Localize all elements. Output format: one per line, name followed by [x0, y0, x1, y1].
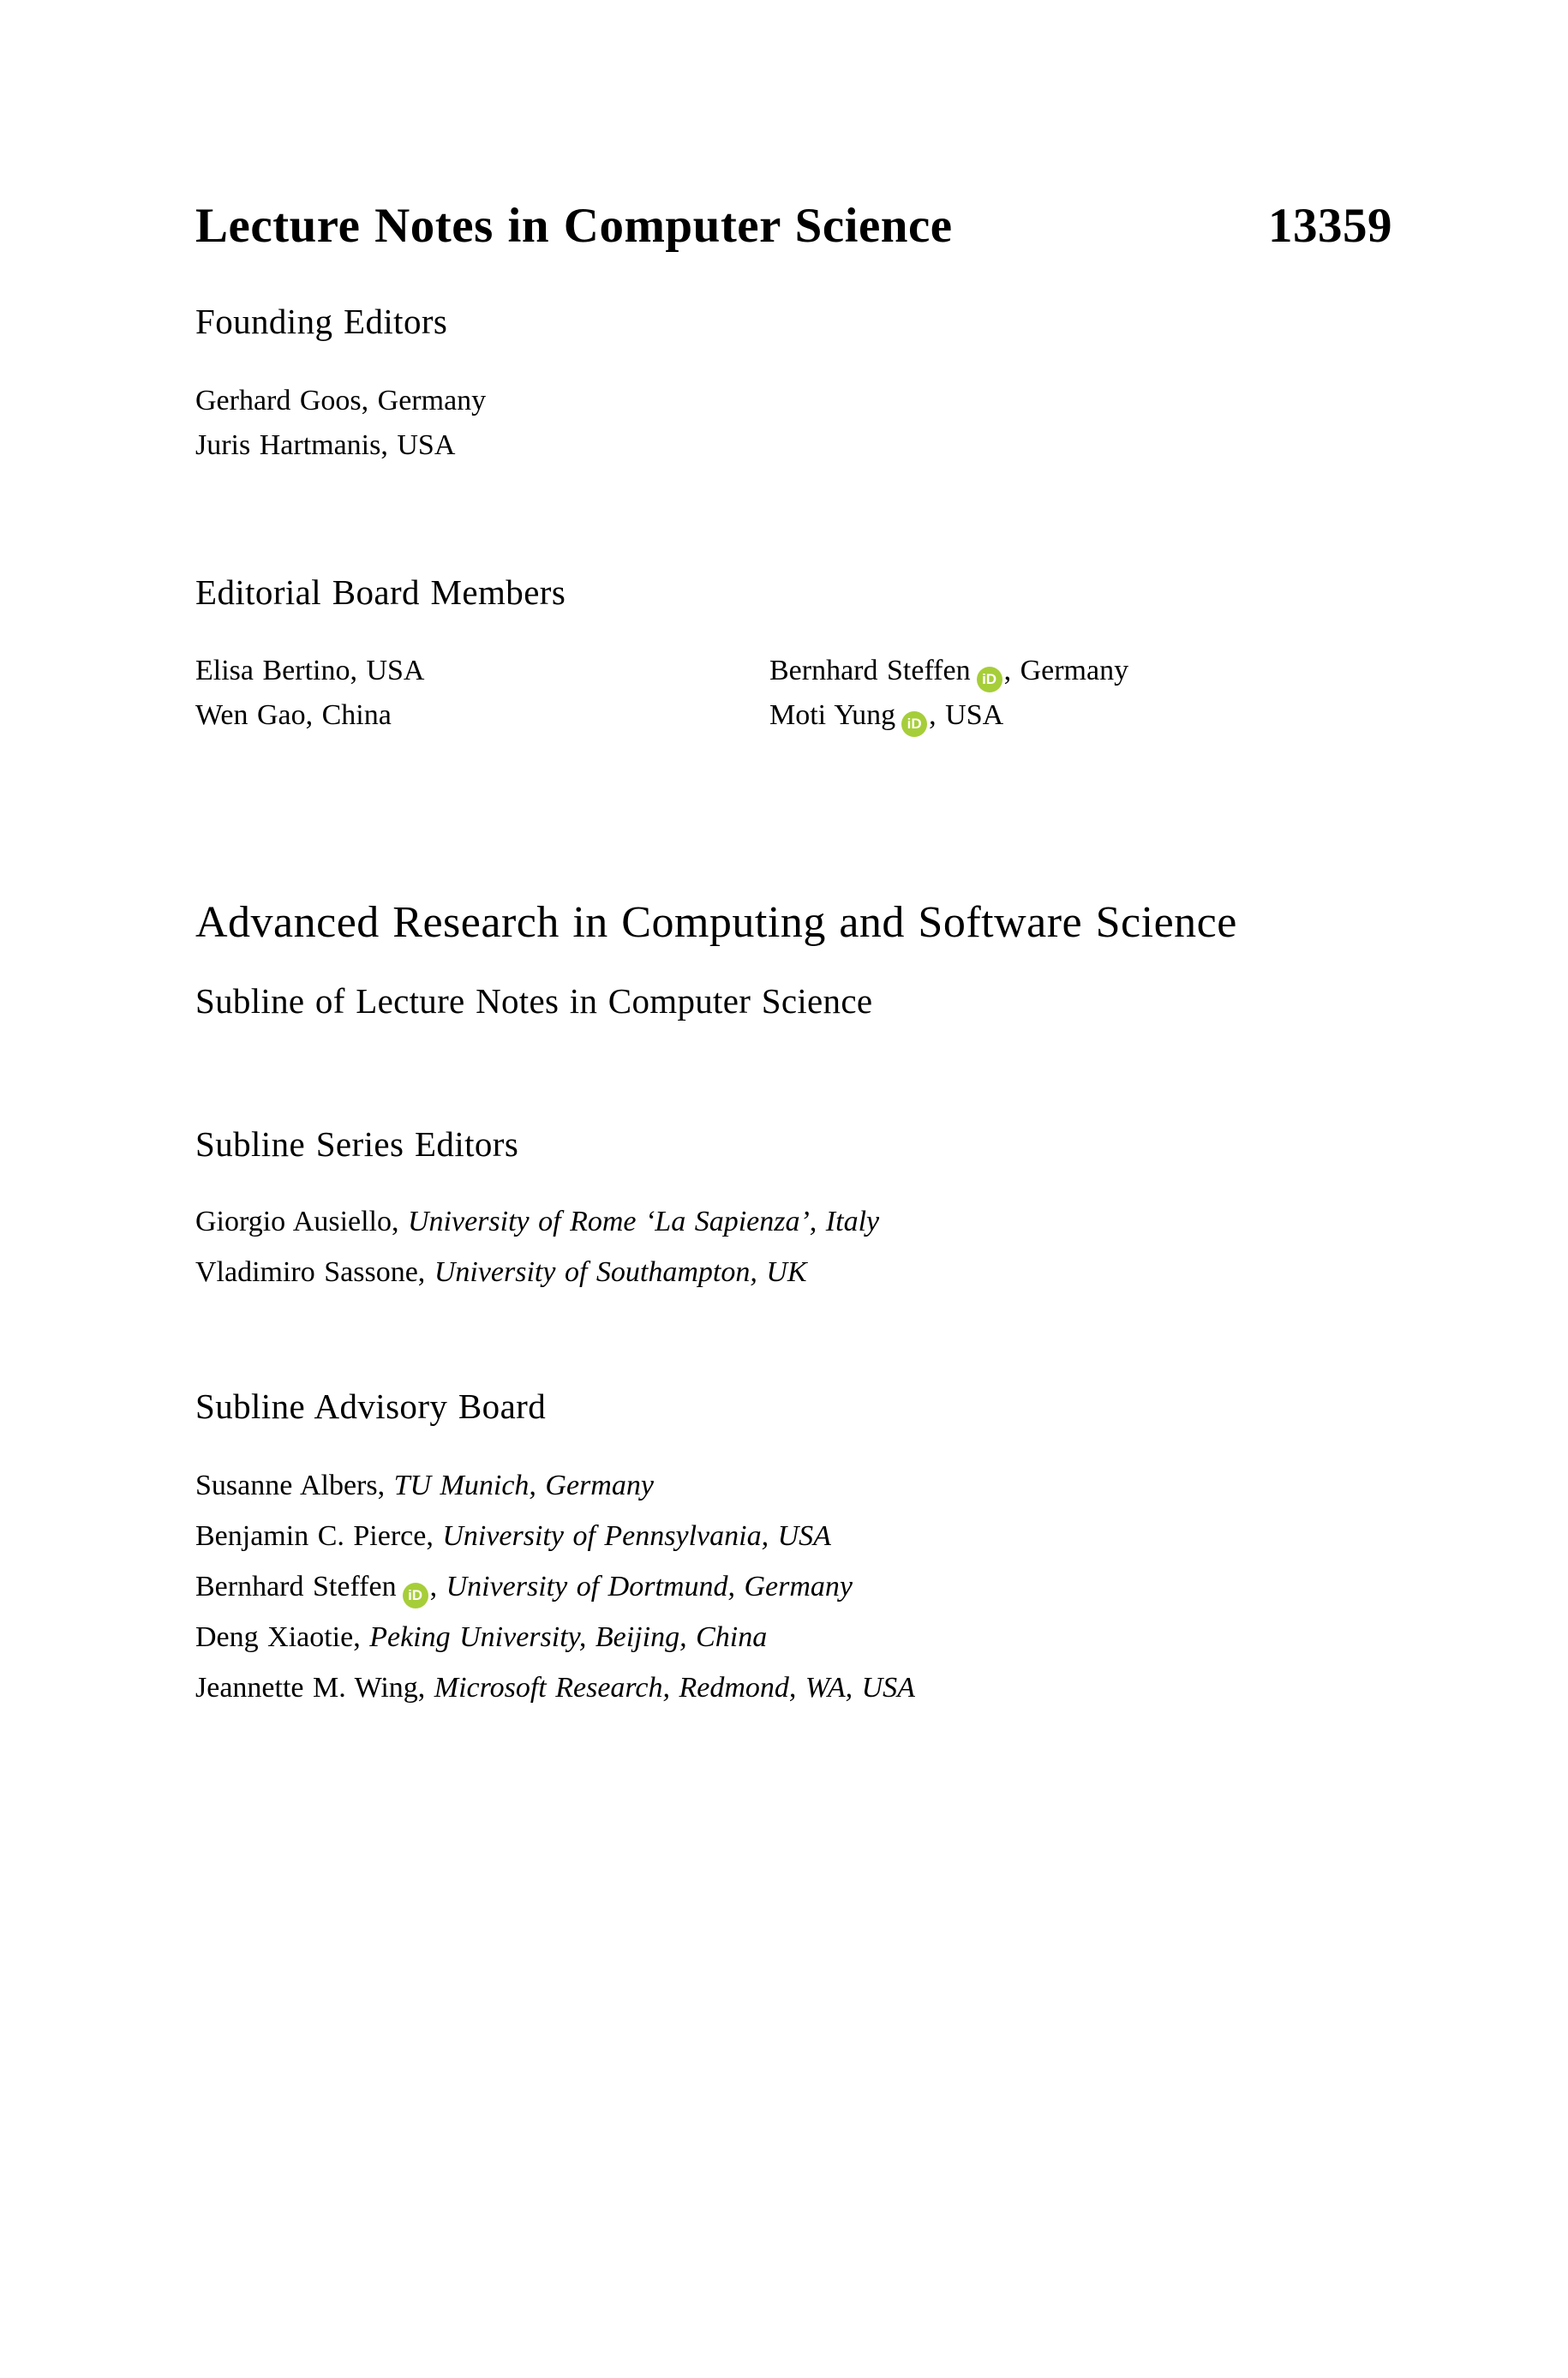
subline-subtitle: Subline of Lecture Notes in Computer Science: [195, 981, 873, 1021]
editor-name: Giorgio Ausiello,: [195, 1206, 399, 1237]
editor-affiliation: University of Dortmund, Germany: [446, 1571, 853, 1602]
founding-editor-entry: Gerhard Goos, Germany: [195, 385, 487, 416]
editor-name: Moti Yung: [769, 699, 896, 731]
editor-country: , USA: [929, 699, 1004, 731]
series-editor-entry: [195, 1196, 879, 1247]
advisory-board-entry: [195, 1460, 915, 1511]
subline-advisory-board-list: [195, 1460, 915, 1713]
editor-name: Benjamin C. Pierce,: [195, 1520, 434, 1552]
orcid-icon: [977, 667, 1002, 692]
editorial-board-entry: Elisa Bertino, USA: [195, 655, 425, 686]
editor-affiliation: University of Rome ‘La Sapienza’, Italy: [408, 1206, 880, 1237]
advisory-board-entry: [195, 1511, 915, 1561]
orcid-icon: [901, 711, 927, 737]
orcid-icon-label: iD: [907, 716, 922, 732]
separator: ,: [429, 1571, 438, 1602]
editor-affiliation: Microsoft Research, Redmond, WA, USA: [434, 1672, 915, 1704]
editorial-board-heading: Editorial Board Members: [195, 572, 566, 612]
editorial-board-entry: [769, 649, 1128, 693]
editor-name: Bernhard Steffen: [769, 655, 971, 686]
subline-series-editors-heading: Subline Series Editors: [195, 1124, 519, 1164]
orcid-icon-label: iD: [982, 671, 997, 687]
subline-title: Advanced Research in Computing and Software Science: [195, 898, 1237, 947]
editor-country: , Germany: [1003, 655, 1129, 686]
orcid-icon-label: iD: [408, 1587, 423, 1603]
editorial-board-list: [195, 649, 1128, 738]
advisory-board-entry: [195, 1612, 915, 1662]
founding-editor-entry: Juris Hartmanis, USA: [195, 429, 456, 461]
editor-affiliation: Peking University, Beijing, China: [369, 1621, 768, 1653]
subline-series-editors-list: [195, 1196, 879, 1297]
editor-name: Susanne Albers,: [195, 1470, 386, 1501]
editor-affiliation: University of Southampton, UK: [434, 1256, 807, 1288]
editor-name: Jeannette M. Wing,: [195, 1672, 426, 1704]
subline-advisory-board-heading: Subline Advisory Board: [195, 1387, 547, 1426]
founding-editors-heading: Founding Editors: [195, 302, 448, 341]
series-header: [195, 200, 1392, 254]
editor-name: Deng Xiaotie,: [195, 1621, 361, 1653]
series-editor-entry: [195, 1247, 879, 1297]
founding-editors-list: [195, 379, 486, 468]
editorial-board-entry: Wen Gao, China: [195, 699, 392, 731]
advisory-board-entry: [195, 1662, 915, 1713]
editor-affiliation: University of Pennsylvania, USA: [442, 1520, 831, 1552]
editor-affiliation: TU Munich, Germany: [393, 1470, 654, 1501]
advisory-board-entry: [195, 1561, 915, 1612]
editor-name: Bernhard Steffen: [195, 1571, 397, 1602]
orcid-icon: [403, 1583, 428, 1608]
editor-name: Vladimiro Sassone,: [195, 1256, 426, 1288]
series-title: Lecture Notes in Computer Science: [195, 199, 953, 253]
editorial-board-entry: [769, 693, 1128, 738]
series-number: 13359: [1268, 199, 1392, 253]
